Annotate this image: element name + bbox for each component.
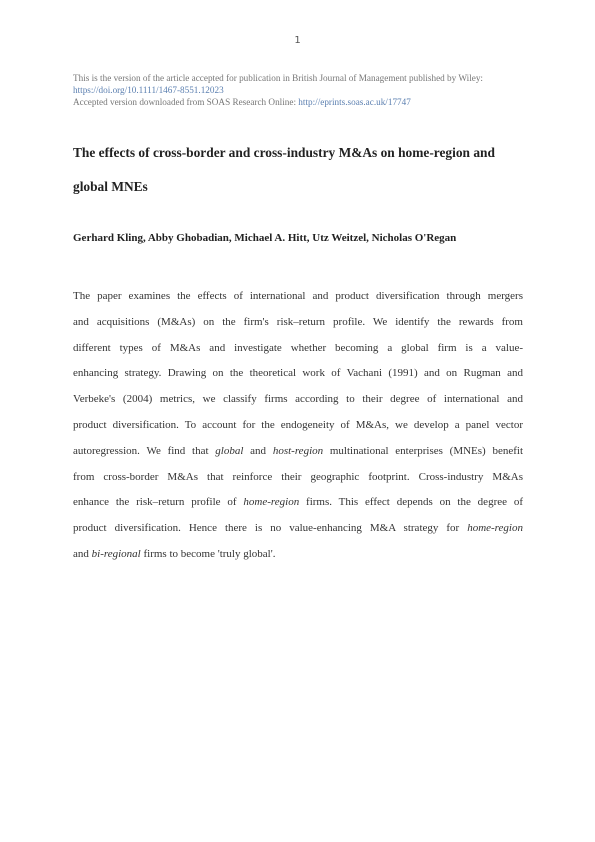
abstract-line <box>73 542 523 568</box>
abstract-text: enhance the risk–return profile of <box>73 496 244 509</box>
notice-line: This is the version of the article accepted for publication in British Journal of Management published by Wiley: <box>73 73 483 83</box>
abstract-line: Verbeke's (2004) metrics, we classify firms according to their degree of international and <box>73 393 523 406</box>
abstract <box>73 284 523 568</box>
abstract-line <box>73 516 523 542</box>
abstract-text: and <box>73 547 92 560</box>
emphasis-global: global <box>215 444 244 457</box>
abstract-line: different types of M&As and investigate whether becoming a global firm is a value- <box>73 341 523 354</box>
publication-notice <box>73 72 543 108</box>
abstract-text: firms. This effect depends on the degree of <box>299 496 523 509</box>
abstract-text: firms to become 'truly global'. <box>140 547 276 560</box>
notice-line-download <box>73 96 543 108</box>
emphasis-bi-regional: bi-regional <box>91 547 141 560</box>
abstract-text: and <box>243 444 273 457</box>
doi-link[interactable]: https://doi.org/10.1111/1467-8551.12023 <box>73 85 224 95</box>
abstract-line <box>73 439 523 465</box>
emphasis-home-region: home-region <box>467 522 523 535</box>
eprints-link[interactable]: http://eprints.soas.ac.uk/17747 <box>298 97 411 107</box>
notice-prefix: Accepted version downloaded from SOAS Research Online: <box>73 97 299 107</box>
abstract-text: multinational enterprises (MNEs) benefit <box>323 444 524 457</box>
page-number: 1 <box>294 35 301 46</box>
abstract-line <box>73 490 523 516</box>
emphasis-home-region: home-region <box>243 496 300 509</box>
emphasis-host-region: host-region <box>272 444 324 457</box>
abstract-line: The paper examines the effects of international and product diversification through mergers <box>73 290 523 302</box>
abstract-line: enhancing strategy. Drawing on the theoretical work of Vachani (1991) and on Rugman and <box>73 367 523 380</box>
author-list: Gerhard Kling, Abby Ghobadian, Michael A. Hitt, Utz Weitzel, Nicholas O'Regan <box>73 232 457 244</box>
abstract-line: from cross-border M&As that reinforce their geographic footprint. Cross-industry M&As <box>73 470 523 483</box>
abstract-line: product diversification. To account for the endogeneity of M&As, we develop a panel vector <box>73 418 523 431</box>
paper-title: The effects of cross-border and cross-industry M&As on home-region and global MNEs <box>73 145 495 194</box>
abstract-line: and acquisitions (M&As) on the firm's risk–return profile. We identify the rewards from <box>73 315 523 328</box>
abstract-text: product diversification. Hence there is no value-enhancing M&A strategy for <box>73 522 468 535</box>
abstract-text: autoregression. We find that <box>73 444 216 457</box>
